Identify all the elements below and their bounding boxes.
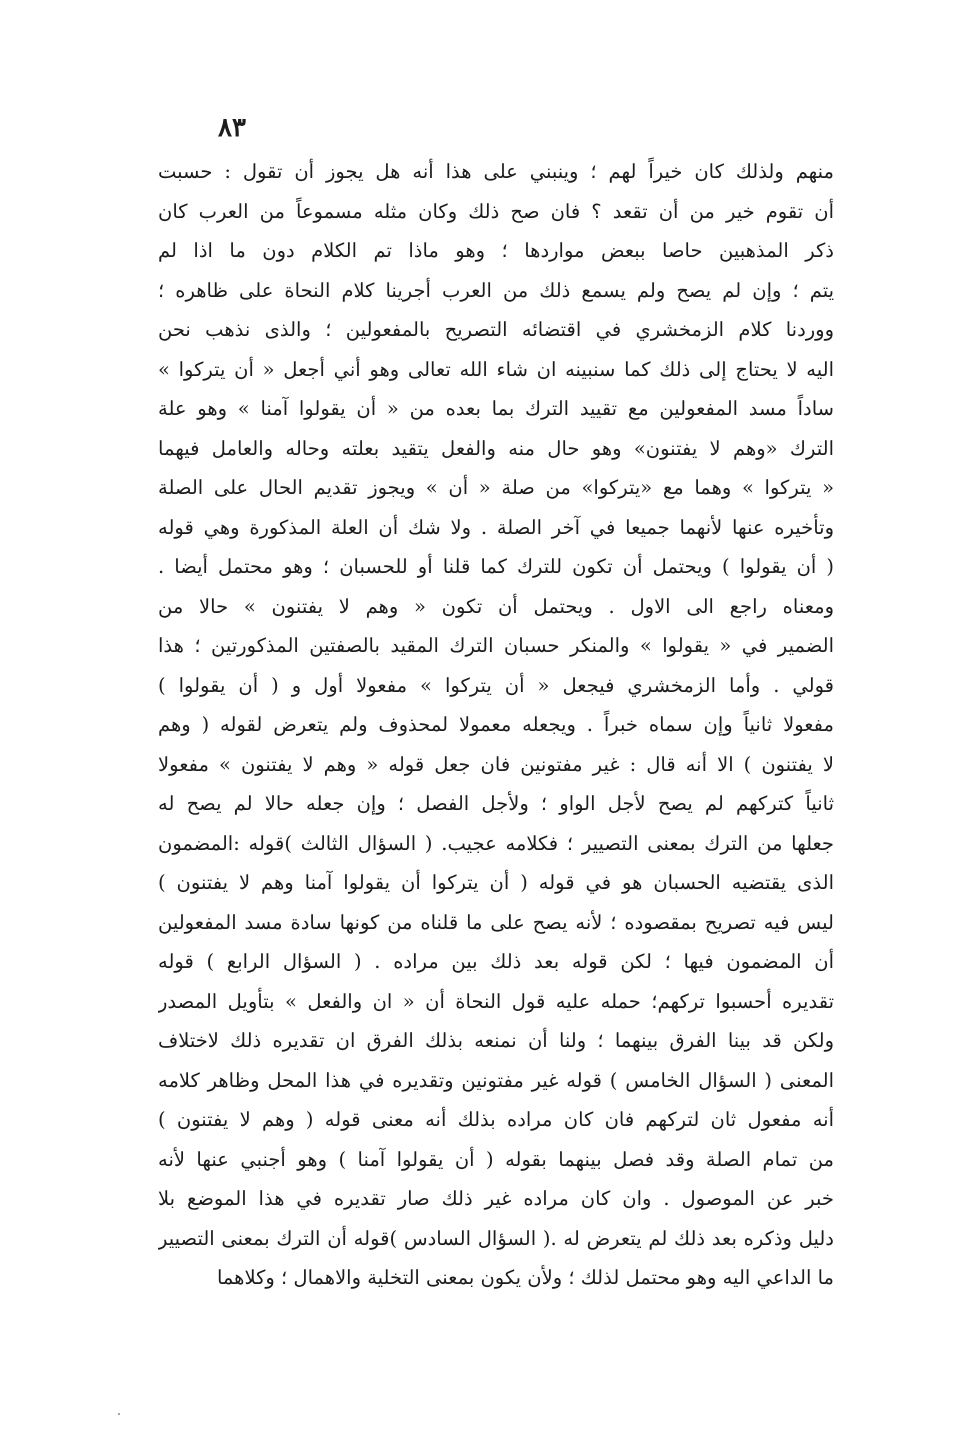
text-line: خبر عن الموصول . وان كان مراده غير ذلك صار تقديره في هذا الموضع بلا <box>158 1187 834 1210</box>
text-line: الترك «وهم لا يفتنون» وهو حال منه والفعل يتقيد بعلته وحاله والعامل فيهما <box>158 436 834 460</box>
text-line: ( أن يقولوا ) ويحتمل أن تكون للترك كما قلنا أو للحسبان ؛ وهو محتمل أيضا . <box>158 555 834 578</box>
text-line: من تمام الصلة وقد فصل بينهما بقوله ( أن يقولوا آمنا ) وهو أجنبي عنها لأنه <box>158 1147 834 1171</box>
text-line: أن تقوم خير من أن تقعد ؟ فان صح ذلك وكان مثله مسموعاً من العرب كان <box>158 199 834 223</box>
text-line: ما الداعي اليه وهو محتمل لذلك ؛ ولأن يكون بمعنى التخلية والاهمال ؛ وكلاهما <box>216 1266 834 1289</box>
text-line: جعلها من الترك بمعنى التصيير ؛ فكلامه عجيب. ( السؤال الثالث )قوله :المضمون <box>158 831 834 855</box>
text-line: منهم ولذلك كان خيراً لهم ؛ وينبني على هذا أنه هل يجوز أن تقول : حسبت <box>158 160 834 183</box>
text-line: دليل وذكره بعد ذلك لم يتعرض له .( السؤال السادس )قوله أن الترك بمعنى التصيير <box>158 1226 834 1250</box>
body-text <box>158 152 834 1298</box>
text-line: ولكن قد بينا الفرق بينهما ؛ ولنا أن نمنعه بذلك الفرق ان تقديره ذلك لاختلاف <box>158 1029 834 1052</box>
text-line: الذى يقتضيه الحسبان هو في قوله ( أن يتركوا أن يقولوا آمنا وهم لا يفتنون ) <box>158 871 834 894</box>
page-number: ٨٣ <box>218 113 246 143</box>
text-line: ثانياً كتركهم لم يصح لأجل الواو ؛ ولأجل الفصل ؛ وإن جعله حالا لم يصح له <box>158 792 834 815</box>
scan-speck <box>118 1413 120 1415</box>
text-line: يتم ؛ وإن لم يصح ولم يسمع ذلك من العرب أجرينا كلام النحاة على ظاهره ؛ <box>158 278 834 302</box>
text-line: ومعناه راجع الى الاول . ويحتمل أن تكون « وهم لا يفتنون » حالا من <box>158 594 834 618</box>
text-line: مفعولا ثانياً وإن سماه خبراً . ويجعله معمولا لمحذوف ولم يتعرض لقوله ( وهم <box>158 713 834 736</box>
text-line: الضمير في « يقولوا » والمنكر حسبان الترك المقيد بالصفتين المذكورتين ؛ هذا <box>158 634 834 657</box>
text-line: ساداً مسد المفعولين مع تقييد الترك بما بعده من « أن يقولوا آمنا » وهو علة <box>158 397 834 420</box>
text-line: وتأخيره عنها لأنهما جميعا في آخر الصلة . ولا شك أن العلة المذكورة وهي قوله <box>158 515 834 539</box>
text-line: ليس فيه تصريح بمقصوده ؛ لأنه يصح على ما قلناه من كونها سادة مسد المفعولين <box>158 910 834 934</box>
text-line: قولي . وأما الزمخشري فيجعل « أن يتركوا » مفعولا أول و ( أن يقولوا ) <box>158 673 834 697</box>
text-line: اليه لا يحتاج إلى ذلك كما سنبينه ان شاء الله تعالى وهو أني أجعل « أن يتركوا » <box>158 357 834 381</box>
text-line: ذكر المذهبين حاصا ببعض مواردها ؛ وهو ماذا تم الكلام دون ما اذا لم <box>158 239 834 262</box>
text-line: ووردنا كلام الزمخشري في اقتضائه التصريح بالمفعولين ؛ والذى نذهب نحن <box>158 318 834 341</box>
text-line: « يتركوا » وهما مع «يتركوا» من صلة « أن » ويجوز تقديم الحال على الصلة <box>158 476 834 499</box>
text-line: أنه مفعول ثان لتركهم فان كان مراده بذلك أنه معنى قوله ( وهم لا يفتنون ) <box>158 1108 834 1131</box>
text-line: لا يفتنون ) الا أنه قال : غير مفتونين فان جعل قوله « وهم لا يفتنون » مفعولا <box>158 752 834 776</box>
text-line: المعنى ( السؤال الخامس ) قوله غير مفتونين وتقديره في هذا المحل وظاهر كلامه <box>158 1068 834 1092</box>
text-line: أن المضمون فيها ؛ لكن قوله بعد ذلك بين مراده . ( السؤال الرابع ) قوله <box>158 950 834 973</box>
text-line: تقديره أحسبوا تركهم؛ حمله عليه قول النحاة أن « ان والفعل » بتأويل المصدر <box>158 989 834 1013</box>
